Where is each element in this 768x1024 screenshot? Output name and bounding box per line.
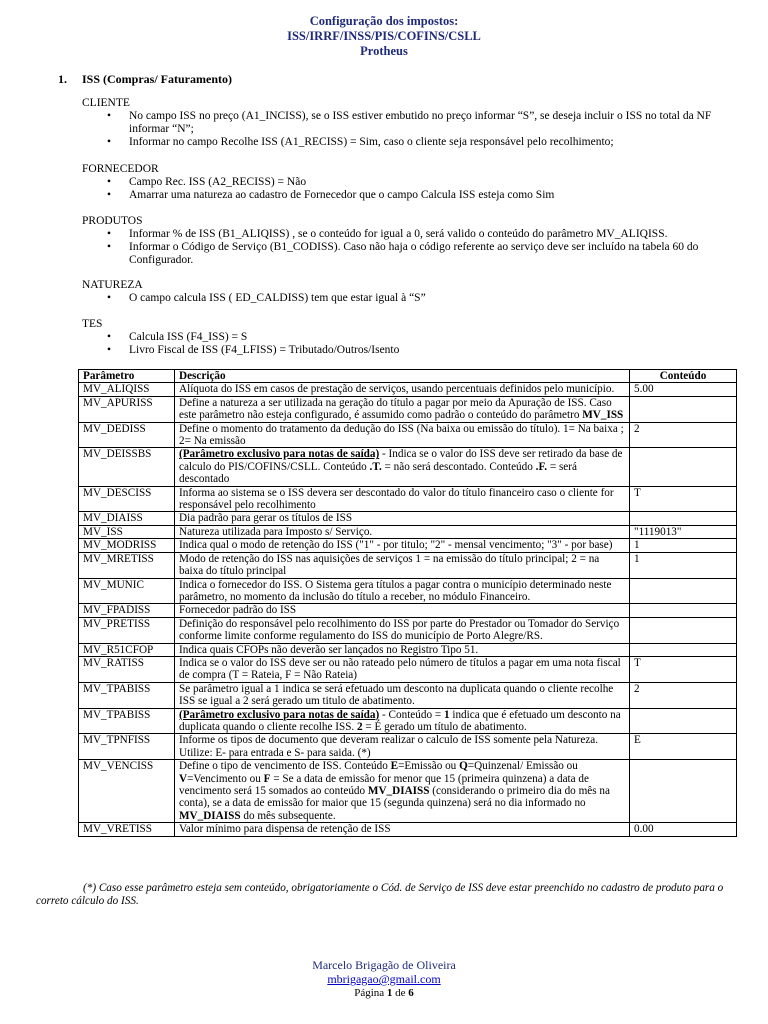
param-cell: MV_FPADISS xyxy=(79,604,175,617)
footnote xyxy=(36,882,726,907)
table-header-row xyxy=(79,370,737,383)
value-cell: T xyxy=(630,486,737,512)
list-item: • Campo Rec. ISS (A2_RECISS) = Não xyxy=(82,176,722,189)
value-cell xyxy=(630,604,737,617)
header-parametro: Parâmetro xyxy=(79,370,175,383)
description-cell xyxy=(175,643,630,656)
description-cell xyxy=(175,396,630,422)
table-row xyxy=(79,578,737,604)
page-current: 1 xyxy=(386,987,393,999)
footnote-text: (*) Caso esse parâmetro esteja sem conteúdo, obrigatoriamente o Cód. de Serviço de ISS deve estar preenchido no cadastro de produto para o correto cálculo do ISS. xyxy=(36,882,724,907)
page-mid: de xyxy=(392,987,409,999)
table-row xyxy=(79,760,737,823)
description-cell xyxy=(175,486,630,512)
description-fragment: .F. xyxy=(535,460,548,473)
value-cell: E xyxy=(630,734,737,760)
description-cell xyxy=(175,708,630,734)
param-cell: MV_MRETISS xyxy=(79,552,175,578)
description-fragment: Define o tipo de vencimento de ISS. Conteúdo xyxy=(179,760,391,773)
list-item: • Livro Fiscal de ISS (F4_LFISS) = Tributado/Outros/Isento xyxy=(82,344,722,357)
value-cell: 2 xyxy=(630,682,737,708)
value-cell xyxy=(630,448,737,486)
value-cell xyxy=(630,708,737,734)
page-number xyxy=(0,986,768,1000)
description-fragment: F xyxy=(263,772,271,785)
table-row xyxy=(79,448,737,486)
value-cell xyxy=(630,643,737,656)
list-item: • No campo ISS no preço (A1_INCISS), se o ISS estiver embutido no preço informar “S”, se deseja incluir o ISS no total da NF informar “N”; xyxy=(82,110,722,136)
description-fragment: - Conteúdo = xyxy=(379,708,444,721)
table-row xyxy=(79,383,737,396)
description-text: Define a natureza a ser utilizada na geração do título a pagar por meio da Apuração de ISS. Caso este parâmetro não esteja configurado, é assumido como padrão o conteúdo do parâmetro xyxy=(179,396,612,422)
table-row xyxy=(79,734,737,760)
description-text: Define o momento do tratamento da dedução do ISS (Na baixa ou emissão do título). 1= Na baixa ; 2= Na emissão xyxy=(179,422,624,448)
footer-email-link[interactable]: mbrigagao@gmail.com xyxy=(327,972,441,986)
value-cell: 0.00 xyxy=(630,823,737,836)
description-text: Se parâmetro igual a 1 indica se será efetuado um desconto na duplicata quando o cliente recolhe ISS se igual a 2 será gerado um titulo de abatimento. xyxy=(179,682,614,708)
param-cell: MV_ISS xyxy=(79,525,175,538)
tes-label: TES xyxy=(82,318,103,330)
description-fragment: = será descontado xyxy=(179,460,577,486)
cliente-block xyxy=(82,97,722,149)
description-fragment: MV_DIAISS xyxy=(179,809,241,822)
description-text: Indica qual o modo de retenção do ISS ("1" - por titulo; "2" - mensal vencimento; "3" - por base) xyxy=(179,539,613,552)
description-cell xyxy=(175,578,630,604)
table-row xyxy=(79,552,737,578)
value-cell: "1119013" xyxy=(630,525,737,538)
footer-author: Marcelo Brigagão de Oliveira xyxy=(312,958,456,972)
table-row xyxy=(79,708,737,734)
description-bold: MV_ISS xyxy=(582,409,624,422)
value-cell xyxy=(630,578,737,604)
description-text: Indica se o valor do ISS deve ser ou não rateado pelo número de títulos a pagar em uma nota fiscal de compra (T = Rateia, F = Não Rateia) xyxy=(179,656,621,682)
description-text: Indica quais CFOPs não deverão ser lançados no Registro Tipo 51. xyxy=(179,643,479,656)
description-cell xyxy=(175,383,630,396)
value-cell xyxy=(630,617,737,643)
parameters-table xyxy=(78,369,737,837)
section-title xyxy=(58,72,232,87)
param-cell: MV_MODRISS xyxy=(79,539,175,552)
description-text: Informe os tipos de documento que deveram realizar o calculo de ISS somente pela Natureza. Utilize: E- para entrada e S- para saida. (*) xyxy=(179,734,599,759)
table-row xyxy=(79,486,737,512)
page-prefix: Página xyxy=(354,987,387,999)
description-cell xyxy=(175,734,630,760)
header-title-line3: Protheus xyxy=(360,44,408,58)
description-fragment: (considerando o primeiro dia do mês na conta), se a data de emissão for maior que 15 (segunda quinzena) será no dia informado no xyxy=(179,785,610,810)
description-fragment: = Se a data de emissão for menor que 15 (primeira quinzena) a data de vencimento será 15 somados ao conteúdo xyxy=(179,772,589,797)
value-cell: 1 xyxy=(630,539,737,552)
description-cell xyxy=(175,604,630,617)
header-descricao: Descrição xyxy=(175,370,630,383)
description-text: Modo de retenção do ISS nas aquisições de serviços 1 = na emissão do título principal; 2 = na baixa do título principal xyxy=(179,552,600,578)
header-title-line1: Configuração dos impostos: xyxy=(309,14,459,28)
description-cell xyxy=(175,525,630,538)
description-prefix: (Parâmetro exclusivo para notas de saída) xyxy=(179,448,380,461)
header-conteudo: Conteúdo xyxy=(630,370,737,383)
list-item: • Informar o Código de Serviço (B1_CODISS). Caso não haja o código referente ao serviço deve ser incluído na tabela 60 do Configurador. xyxy=(82,241,722,267)
param-cell: MV_ALIQISS xyxy=(79,383,175,396)
list-item: • Amarrar uma natureza ao cadastro de Fornecedor que o campo Calcula ISS esteja como Sim xyxy=(82,189,722,202)
list-item: • O campo calcula ISS ( ED_CALDISS) tem que estar igual à “S” xyxy=(82,292,722,305)
value-cell: T xyxy=(630,656,737,682)
description-fragment: E xyxy=(390,760,399,773)
description-text: Natureza utilizada para Imposto s/ Serviço. xyxy=(179,525,373,538)
tes-block xyxy=(82,318,722,357)
param-cell: MV_TPNFISS xyxy=(79,734,175,760)
param-cell: MV_DEISSBS xyxy=(79,448,175,486)
table-row xyxy=(79,656,737,682)
table-body xyxy=(79,383,737,836)
list-item: • Calcula ISS (F4_ISS) = S xyxy=(82,331,722,344)
description-fragment: .T. xyxy=(369,460,382,473)
natureza-block xyxy=(82,279,722,305)
description-cell xyxy=(175,823,630,836)
description-cell xyxy=(175,512,630,525)
section-number: 1. xyxy=(58,72,67,86)
cliente-label: CLIENTE xyxy=(82,97,130,109)
value-cell xyxy=(630,512,737,525)
param-cell: MV_DIAISS xyxy=(79,512,175,525)
description-cell xyxy=(175,682,630,708)
table-row xyxy=(79,539,737,552)
param-cell: MV_TPABISS xyxy=(79,708,175,734)
fornecedor-block xyxy=(82,163,722,202)
table-row xyxy=(79,396,737,422)
value-cell: 2 xyxy=(630,422,737,448)
param-cell: MV_VENCISS xyxy=(79,760,175,823)
param-cell: MV_MUNIC xyxy=(79,578,175,604)
fornecedor-label: FORNECEDOR xyxy=(82,163,159,175)
description-cell xyxy=(175,552,630,578)
description-text: Informa ao sistema se o ISS devera ser descontado do valor do título financeiro caso o cliente for responsável pelo recolhimento xyxy=(179,486,614,512)
table-row xyxy=(79,512,737,525)
document-header xyxy=(0,14,768,59)
value-cell: 5.00 xyxy=(630,383,737,396)
header-title-line2: ISS/IRRF/INSS/PIS/COFINS/CSLL xyxy=(287,29,481,43)
page-total: 6 xyxy=(408,987,414,999)
value-cell: 1 xyxy=(630,552,737,578)
param-cell: MV_PRETISS xyxy=(79,617,175,643)
produtos-label: PRODUTOS xyxy=(82,215,143,227)
description-fragment: V xyxy=(179,772,188,785)
description-fragment: = É gerado um título de abatimento. xyxy=(362,720,527,733)
description-fragment: =Quinzenal/ Emissão ou xyxy=(467,760,578,773)
description-cell xyxy=(175,422,630,448)
table-row xyxy=(79,604,737,617)
param-cell: MV_DESCISS xyxy=(79,486,175,512)
table-row xyxy=(79,823,737,836)
description-fragment: do mês subsequente. xyxy=(240,809,336,822)
param-cell: MV_RATISS xyxy=(79,656,175,682)
description-cell xyxy=(175,760,630,823)
description-fragment: = não será descontado. Conteúdo xyxy=(381,460,536,473)
description-cell xyxy=(175,617,630,643)
natureza-label: NATUREZA xyxy=(82,279,143,291)
table-row xyxy=(79,617,737,643)
value-cell xyxy=(630,760,737,823)
description-cell xyxy=(175,539,630,552)
param-cell: MV_R51CFOP xyxy=(79,643,175,656)
description-cell xyxy=(175,448,630,486)
description-fragment: 2 xyxy=(357,720,363,733)
description-text: Alíquota do ISS em casos de prestação de serviços, usando percentuais definidos pelo município. xyxy=(179,383,615,396)
param-cell: MV_VRETISS xyxy=(79,823,175,836)
description-text: Definição do responsável pelo recolhimento do ISS por parte do Prestador ou Tomador do Serviço conforme limite conforme regulamento do ISS do município de Porto Alegre/RS. xyxy=(179,617,620,643)
description-fragment: - Indica se o valor do ISS deve ser retirado da base de calculo do PIS/COFINS/CSLL. Conteúdo xyxy=(179,448,623,473)
description-cell xyxy=(175,656,630,682)
value-cell xyxy=(630,396,737,422)
table-row xyxy=(79,682,737,708)
description-text: Valor mínimo para dispensa de retenção de ISS xyxy=(179,823,391,836)
param-cell: MV_TPABISS xyxy=(79,682,175,708)
description-fragment: Q xyxy=(459,760,468,773)
param-cell: MV_DEDISS xyxy=(79,422,175,448)
description-fragment: 1 xyxy=(443,708,450,721)
table-row xyxy=(79,525,737,538)
list-item: • Informar no campo Recolhe ISS (A1_RECISS) = Sim, caso o cliente seja responsável pelo recolhimento; xyxy=(82,136,722,149)
section-name: ISS (Compras/ Faturamento) xyxy=(82,72,232,86)
description-text: Indica o fornecedor do ISS. O Sistema gera títulos a pagar contra o município determinado neste parâmetro, no momento da inclusão do título a receber, no módulo Financeiro. xyxy=(179,578,612,603)
description-fragment: indica que é efetuado um desconto na duplicata quando o cliente recolhe ISS. xyxy=(179,708,621,733)
table-row xyxy=(79,643,737,656)
table-row xyxy=(79,422,737,448)
produtos-block xyxy=(82,215,722,267)
description-text: Fornecedor padrão do ISS xyxy=(179,604,297,617)
param-cell: MV_APURISS xyxy=(79,396,175,422)
description-fragment: MV_DIAISS xyxy=(367,785,430,797)
page-footer xyxy=(0,958,768,1000)
list-item: • Informar % de ISS (B1_ALIQISS) , se o conteúdo for igual a 0, será valido o conteúdo do parâmetro MV_ALIQISS. xyxy=(82,228,722,241)
description-fragment: =Vencimento ou xyxy=(187,772,264,785)
description-prefix: (Parâmetro exclusivo para notas de saída) xyxy=(179,708,380,721)
description-text: Dia padrão para gerar os títulos de ISS xyxy=(179,512,353,525)
description-fragment: =Emissão ou xyxy=(398,760,460,773)
